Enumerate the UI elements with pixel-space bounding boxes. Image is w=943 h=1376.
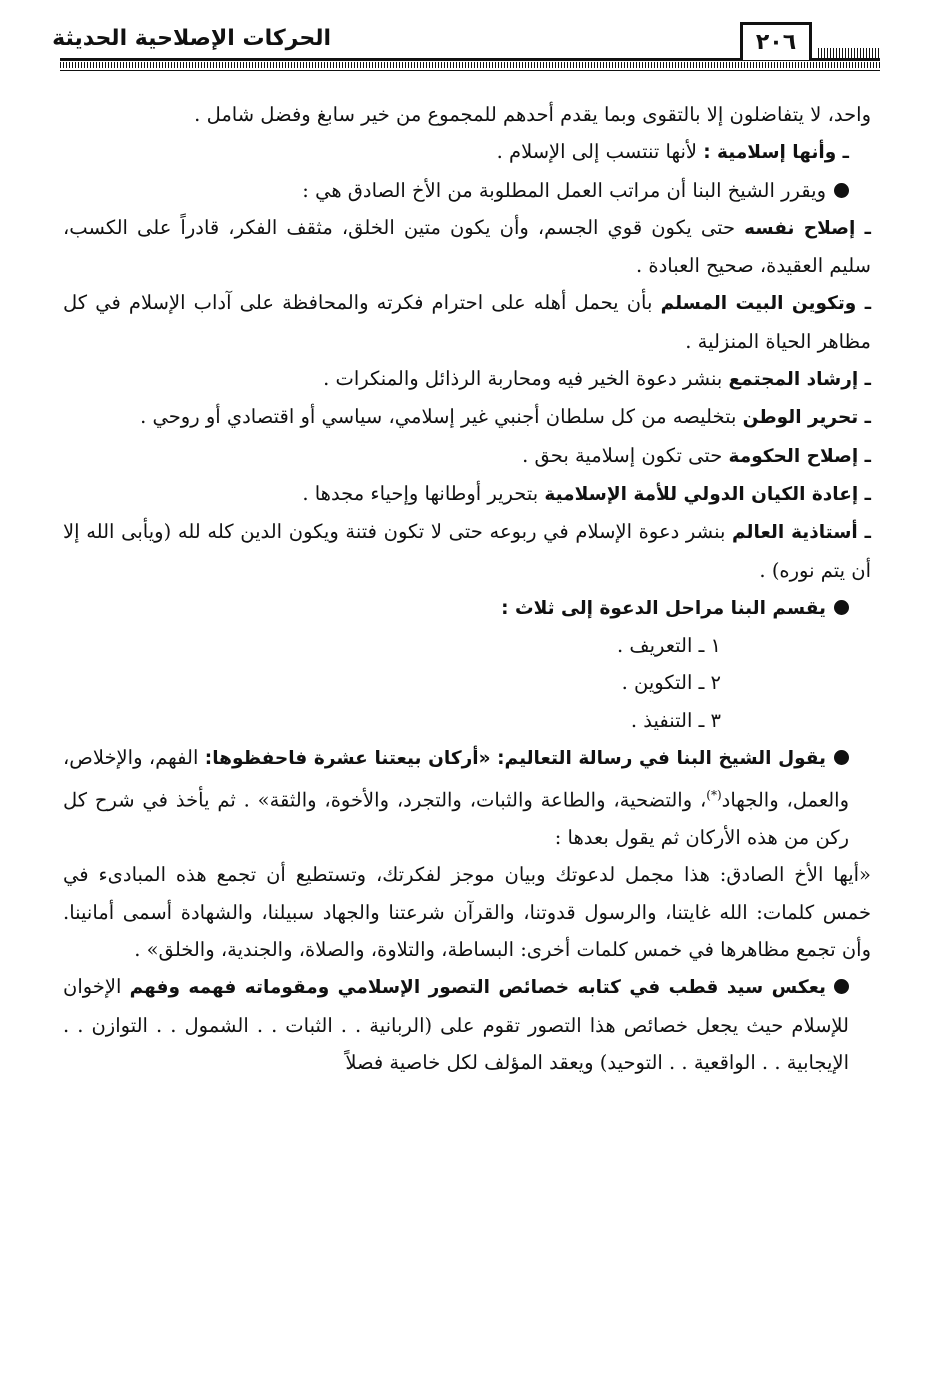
bullet-icon xyxy=(834,183,849,198)
paragraph-text: بتحرير أوطانها وإحياء مجدها . xyxy=(302,481,545,505)
header-ornament xyxy=(818,48,880,58)
footnote-marker: (*) xyxy=(706,788,722,803)
paragraph-text: يقسم البنا مراحل الدعوة إلى ثلاث : xyxy=(501,597,826,619)
paragraph-text: حتى تكون إسلامية بحق . xyxy=(522,443,729,467)
header-thin-rule xyxy=(60,70,880,71)
list-item: ٢ ـ التكوين . xyxy=(621,671,721,695)
keyword: ـ وتكوين البيت المسلم xyxy=(660,293,872,315)
keyword: ـ أستاذية العالم xyxy=(732,522,871,544)
paragraph-text: لأنها تنتسب إلى الإسلام . xyxy=(496,140,704,164)
paragraph xyxy=(63,739,871,856)
paragraph-text: بأن يحمل أهله على احترام فكرته والمحافظة على آداب الإسلام في كل مظاهر الحياة المنزلية . xyxy=(63,291,871,353)
bullet-icon xyxy=(834,750,849,765)
paragraph xyxy=(63,360,871,398)
keyword: ـ إعادة الكيان الدولي للأمة الإسلامية xyxy=(544,483,871,505)
running-title: الحركات الإصلاحية الحديثة xyxy=(52,26,331,51)
paragraph-text: الفهم، والإخلاص، والعمل، والجهاد xyxy=(63,746,849,812)
paragraph-text: بتخليصه من كل سلطان أجنبي غير إسلامي، سياسي أو اقتصادي أو روحي . xyxy=(140,405,743,429)
paragraph: «أيها الأخ الصادق: هذا مجمل لدعوتك وبيان موجز لفكرتك، وتستطيع أن تجمع هذه المبادىء في خمس كلمات: الله غايتنا، والرسول قدوتنا، والقرآن شرعتنا والجهاد سبيلنا، والشهادة أسمى أمانينا. وأن تجمع مظاهرها في خمس كلمات أخرى: البساطة، والتلاوة، والصلاة، والجندية، والخلق» . xyxy=(63,863,871,962)
paragraph xyxy=(63,437,871,475)
paragraph-text: بنشر دعوة الخير فيه ومحاربة الرذائل والمنكرات . xyxy=(323,367,729,391)
paragraph xyxy=(63,589,871,627)
paragraph xyxy=(63,209,871,285)
paragraph xyxy=(63,398,871,436)
keyword: يقول الشيخ البنا في رسالة التعاليم: «أركان بيعتنا عشرة فاحفظوها: xyxy=(204,748,827,770)
keyword: ـ إصلاح الحكومة xyxy=(728,445,871,467)
list-item: ١ ـ التعريف . xyxy=(616,634,721,658)
paragraph xyxy=(63,475,871,513)
paragraph xyxy=(63,513,871,589)
header-hatched-rule xyxy=(60,62,880,68)
paragraph-text: بنشر دعوة الإسلام في ربوعه حتى لا تكون فتنة ويكون الدين كله لله (ويأبى الله إلا أن يتم نوره) . xyxy=(63,520,871,582)
keyword: ـ وأنها إسلامية : xyxy=(703,142,849,164)
paragraph xyxy=(63,968,871,1081)
keyword: ـ إرشاد المجتمع xyxy=(728,369,871,391)
paragraph xyxy=(63,172,871,209)
paragraph-text: ، والتضحية، والطاعة والثبات، والتجرد، والأخوة، والثقة» . ثم يأخذ في شرح كل ركن من هذه الأركان ثم يقول بعدها : xyxy=(63,788,849,850)
margin-mark: ` xyxy=(822,424,831,445)
bullet-icon xyxy=(834,979,849,994)
keyword: يعكس سيد قطب في كتابه خصائص التصور الإسلامي ومقوماته فهمه وفهم xyxy=(129,977,826,999)
paragraph: واحد، لا يتفاضلون إلا بالتقوى وبما يقدم أحدهم للمجموع من خير سابغ وفضل شامل . xyxy=(194,103,871,126)
bullet-icon xyxy=(834,600,849,615)
page-number: ٢٠٦ xyxy=(740,22,812,60)
paragraph xyxy=(63,133,871,171)
paragraph-text: حتى يكون قوي الجسم، وأن يكون متين الخلق، مثقف الفكر، قادراً على الكسب، سليم العقيدة، صحيح العبادة . xyxy=(63,215,871,278)
paragraph-text: الإخوان للإسلام حيث يجعل خصائص هذا التصور تقوم على (الربانية . . الثبات . . الشمول . . التوازن . . الإيجابية . . الواقعية . . التوحيد) ويعقد المؤلف لكل خاصية فصلاً xyxy=(63,975,849,1074)
list-item: ٣ ـ التنفيذ . xyxy=(630,708,721,732)
keyword: ـ إصلاح نفسه xyxy=(744,217,871,239)
paragraph xyxy=(63,284,871,360)
paragraph-text: ويقرر الشيخ البنا أن مراتب العمل المطلوبة من الأخ الصادق هي : xyxy=(302,178,826,202)
keyword: ـ تحرير الوطن xyxy=(742,407,871,429)
body-text xyxy=(63,96,871,1081)
